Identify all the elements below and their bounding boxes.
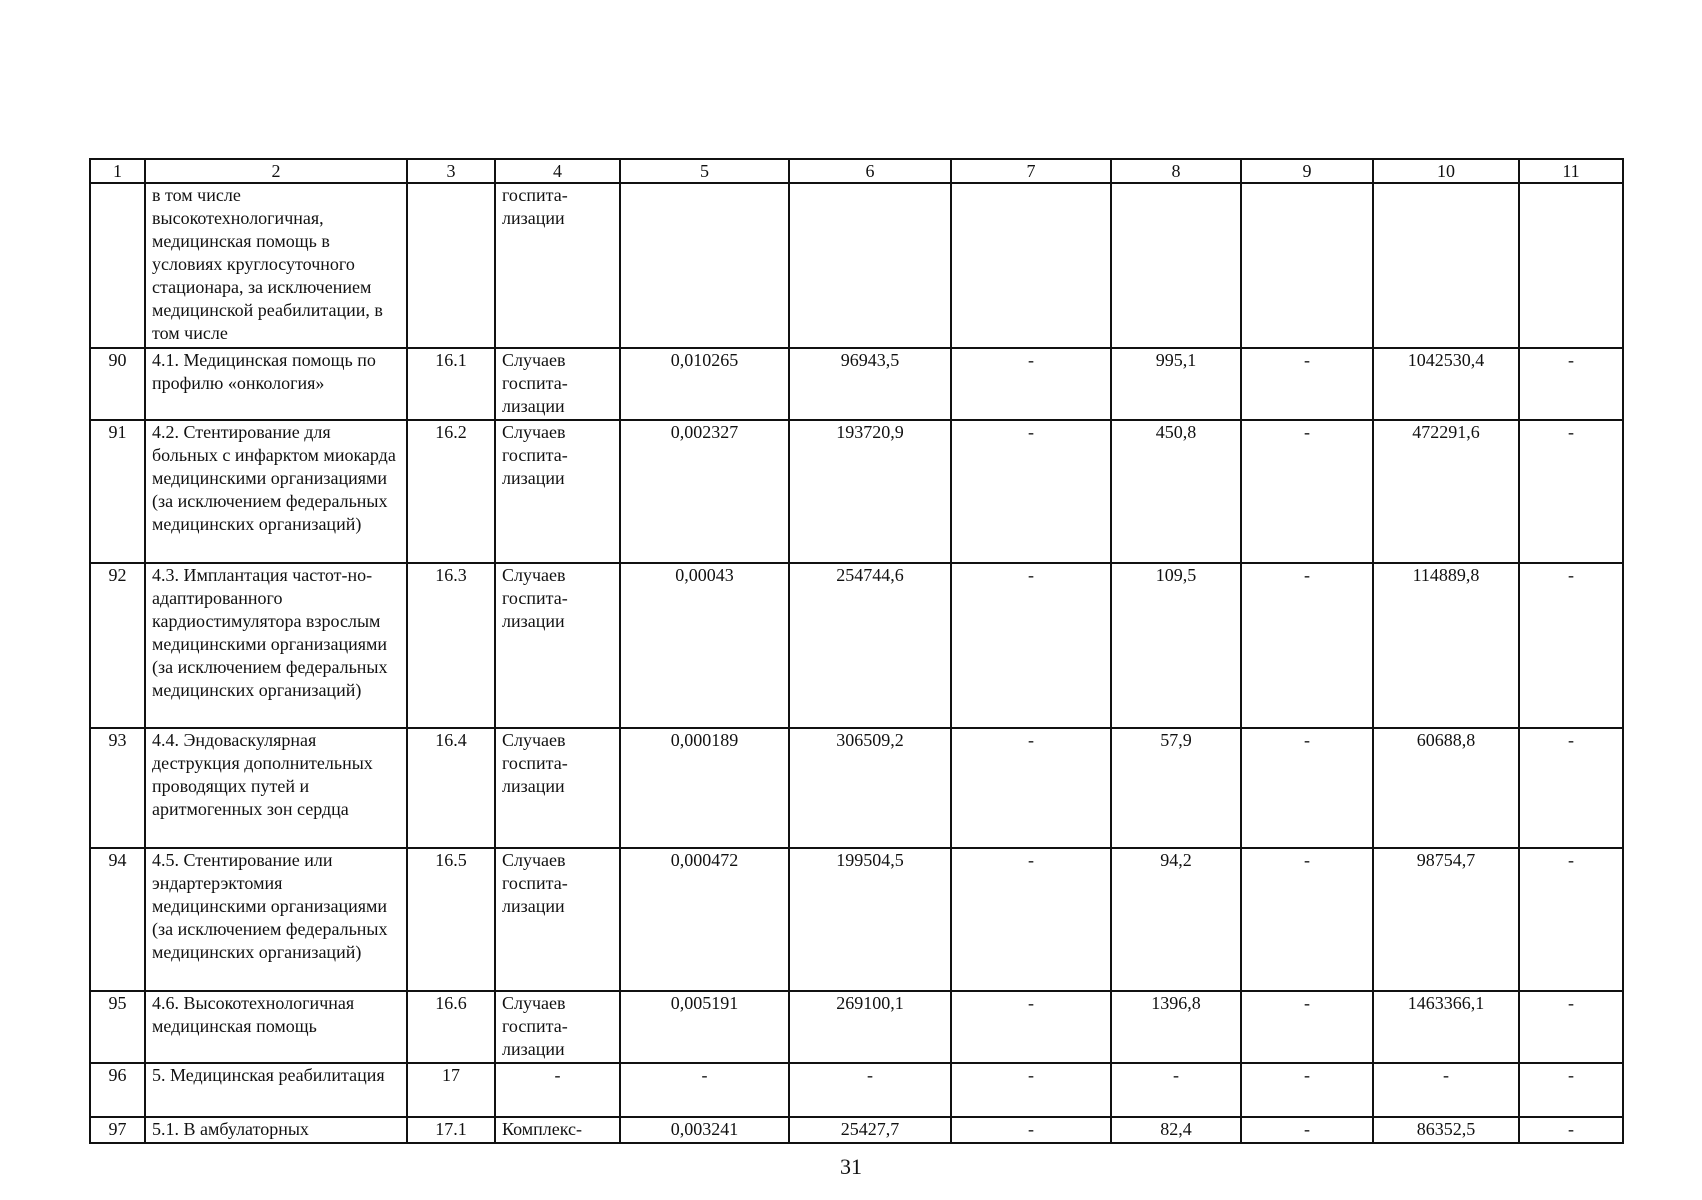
row-col11: - <box>1519 420 1623 563</box>
table-row <box>90 1063 1623 1117</box>
row-col6: 25427,7 <box>789 1117 951 1143</box>
row-unit: Случаев госпита-лизации <box>495 420 620 563</box>
row-col9: - <box>1241 728 1373 848</box>
row-col6: - <box>789 1063 951 1117</box>
row-col10: 86352,5 <box>1373 1117 1519 1143</box>
col-header-6: 6 <box>789 159 951 183</box>
table-row <box>90 563 1623 728</box>
row-code: 16.4 <box>407 728 495 848</box>
row-col9: - <box>1241 1063 1373 1117</box>
row-col8: 82,4 <box>1111 1117 1241 1143</box>
row-number: 97 <box>90 1117 145 1143</box>
row-unit: Комплекс- <box>495 1117 620 1143</box>
row-col11: - <box>1519 728 1623 848</box>
row-unit: Случаев госпита-лизации <box>495 348 620 420</box>
row-col5: - <box>620 1063 789 1117</box>
row-col9 <box>1241 183 1373 348</box>
row-col6: 306509,2 <box>789 728 951 848</box>
row-unit: - <box>495 1063 620 1117</box>
table-row <box>90 183 1623 348</box>
row-code: 16.5 <box>407 848 495 991</box>
row-number: 91 <box>90 420 145 563</box>
row-name: 4.5. Стентирование или эндартерэктомия медицинскими организациями (за исключением федеральных медицинских организаций) <box>145 848 407 991</box>
col-header-7: 7 <box>951 159 1111 183</box>
row-col11: - <box>1519 1063 1623 1117</box>
row-col7: - <box>951 848 1111 991</box>
row-col6 <box>789 183 951 348</box>
row-name: в том числе высокотехнологичная, медицинская помощь в условиях круглосуточного стационара, за исключением медицинской реабилитации, в том числе <box>145 183 407 348</box>
row-col9: - <box>1241 1117 1373 1143</box>
row-code <box>407 183 495 348</box>
row-code: 16.1 <box>407 348 495 420</box>
row-col10 <box>1373 183 1519 348</box>
row-col8: 109,5 <box>1111 563 1241 728</box>
col-header-8: 8 <box>1111 159 1241 183</box>
table-row <box>90 420 1623 563</box>
row-col8: 450,8 <box>1111 420 1241 563</box>
row-col11: - <box>1519 848 1623 991</box>
row-col9: - <box>1241 420 1373 563</box>
row-col7: - <box>951 563 1111 728</box>
col-header-4: 4 <box>495 159 620 183</box>
row-col10: 98754,7 <box>1373 848 1519 991</box>
row-col5: 0,010265 <box>620 348 789 420</box>
row-col8 <box>1111 183 1241 348</box>
row-number: 95 <box>90 991 145 1063</box>
row-col11: - <box>1519 991 1623 1063</box>
data-table <box>89 158 1624 1144</box>
row-unit: госпита-лизации <box>495 183 620 348</box>
row-code: 17.1 <box>407 1117 495 1143</box>
row-col10: 472291,6 <box>1373 420 1519 563</box>
col-header-3: 3 <box>407 159 495 183</box>
table-row <box>90 348 1623 420</box>
col-header-9: 9 <box>1241 159 1373 183</box>
row-unit: Случаев госпита-лизации <box>495 728 620 848</box>
row-code: 17 <box>407 1063 495 1117</box>
row-name: 4.2. Стентирование для больных с инфарктом миокарда медицинскими организациями (за исключением федеральных медицинских организаций) <box>145 420 407 563</box>
row-col10: - <box>1373 1063 1519 1117</box>
row-name: 4.4. Эндоваскулярная деструкция дополнительных проводящих путей и аритмогенных зон сердца <box>145 728 407 848</box>
row-col6: 96943,5 <box>789 348 951 420</box>
row-col5: 0,003241 <box>620 1117 789 1143</box>
row-col5: 0,002327 <box>620 420 789 563</box>
row-col6: 254744,6 <box>789 563 951 728</box>
row-col11: - <box>1519 348 1623 420</box>
row-name: 4.3. Имплантация частот-но-адаптированного кардиостимулятора взрослым медицинскими организациями (за исключением федеральных медицинских организаций) <box>145 563 407 728</box>
row-unit: Случаев госпита-лизации <box>495 848 620 991</box>
row-col7 <box>951 183 1111 348</box>
row-col5: 0,00043 <box>620 563 789 728</box>
col-header-5: 5 <box>620 159 789 183</box>
row-code: 16.2 <box>407 420 495 563</box>
row-col9: - <box>1241 848 1373 991</box>
row-col10: 60688,8 <box>1373 728 1519 848</box>
row-unit: Случаев госпита-лизации <box>495 563 620 728</box>
row-col6: 199504,5 <box>789 848 951 991</box>
row-name: 5.1. В амбулаторных <box>145 1117 407 1143</box>
row-code: 16.3 <box>407 563 495 728</box>
row-col7: - <box>951 1117 1111 1143</box>
row-name: 4.6. Высокотехнологичная медицинская помощь <box>145 991 407 1063</box>
row-col11: - <box>1519 563 1623 728</box>
row-number: 93 <box>90 728 145 848</box>
row-col8: 57,9 <box>1111 728 1241 848</box>
row-col5: 0,005191 <box>620 991 789 1063</box>
row-col5 <box>620 183 789 348</box>
column-number-row <box>90 159 1623 183</box>
row-col8: 94,2 <box>1111 848 1241 991</box>
row-col6: 193720,9 <box>789 420 951 563</box>
col-header-2: 2 <box>145 159 407 183</box>
row-col10: 1463366,1 <box>1373 991 1519 1063</box>
row-col11 <box>1519 183 1623 348</box>
row-col9: - <box>1241 991 1373 1063</box>
col-header-1: 1 <box>90 159 145 183</box>
table-row <box>90 991 1623 1063</box>
row-col10: 1042530,4 <box>1373 348 1519 420</box>
row-col5: 0,000189 <box>620 728 789 848</box>
row-col9: - <box>1241 563 1373 728</box>
table-row <box>90 728 1623 848</box>
row-col8: 995,1 <box>1111 348 1241 420</box>
row-col8: - <box>1111 1063 1241 1117</box>
row-col7: - <box>951 728 1111 848</box>
table-row <box>90 848 1623 991</box>
row-number: 94 <box>90 848 145 991</box>
row-col6: 269100,1 <box>789 991 951 1063</box>
col-header-11: 11 <box>1519 159 1623 183</box>
row-col10: 114889,8 <box>1373 563 1519 728</box>
row-col11: - <box>1519 1117 1623 1143</box>
col-header-10: 10 <box>1373 159 1519 183</box>
page-number: 31 <box>840 1154 862 1179</box>
row-name: 4.1. Медицинская помощь по профилю «онкология» <box>145 348 407 420</box>
row-col8: 1396,8 <box>1111 991 1241 1063</box>
row-col7: - <box>951 1063 1111 1117</box>
row-name: 5. Медицинская реабилитация <box>145 1063 407 1117</box>
row-col7: - <box>951 420 1111 563</box>
row-col5: 0,000472 <box>620 848 789 991</box>
row-col7: - <box>951 348 1111 420</box>
row-col7: - <box>951 991 1111 1063</box>
row-unit: Случаев госпита-лизации <box>495 991 620 1063</box>
table-row <box>90 1117 1623 1143</box>
row-number: 92 <box>90 563 145 728</box>
row-number: 90 <box>90 348 145 420</box>
row-code: 16.6 <box>407 991 495 1063</box>
row-col9: - <box>1241 348 1373 420</box>
row-number: 96 <box>90 1063 145 1117</box>
row-number <box>90 183 145 348</box>
